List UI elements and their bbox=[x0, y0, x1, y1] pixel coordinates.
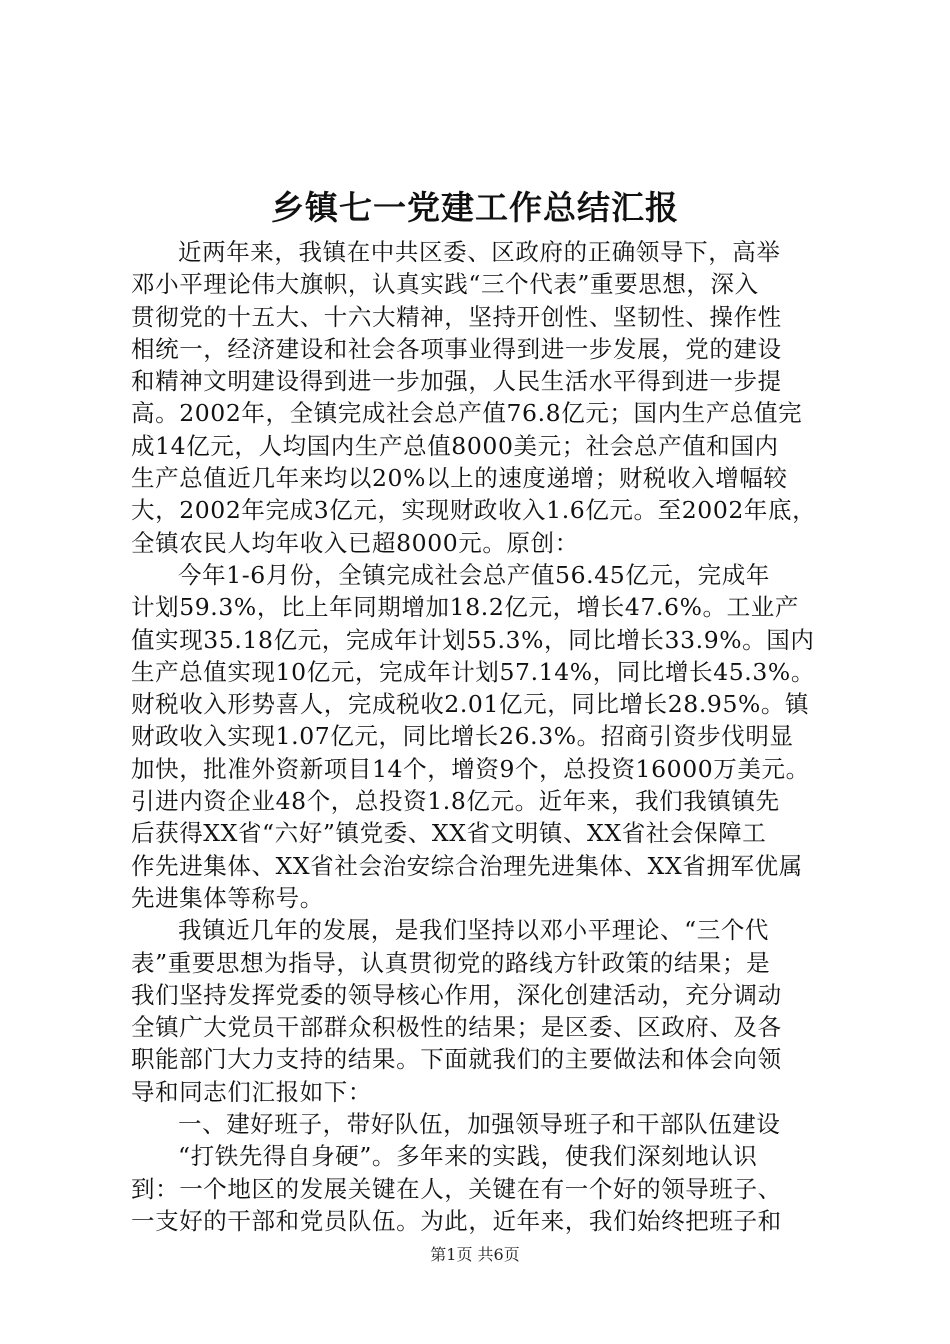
text-line: 作先进集体、XX省社会治安综合治理先进集体、XX省拥军优属 bbox=[131, 851, 803, 880]
text-line: 和精神文明建设得到进一步加强，人民生活水平得到进一步提 bbox=[131, 367, 782, 396]
text-line: 我们坚持发挥党委的领导核心作用，深化创建活动，充分调动 bbox=[131, 980, 782, 1009]
document-body bbox=[131, 236, 831, 1237]
text-line: 近两年来，我镇在中共区委、区政府的正确领导下，高举 bbox=[178, 238, 781, 266]
text-line: 大，2002年完成3亿元，实现财政收入1.6亿元。至2002年底， bbox=[131, 496, 817, 525]
text-line: 今年1-6月份，全镇完成社会总产值56.45亿元，完成年 bbox=[178, 560, 770, 589]
text-line: 后获得XX省“六好”镇党委、XX省文明镇、XX省社会保障工 bbox=[131, 819, 767, 848]
text-line: 我镇近几年的发展，是我们坚持以邓小平理论、“三个代 bbox=[178, 916, 770, 945]
text-line: 先进集体等称号。 bbox=[131, 883, 324, 912]
text-line: 生产总值近几年来均以20%以上的速度递增；财税收入增幅较 bbox=[131, 464, 788, 493]
text-line: 导和同志们汇报如下： bbox=[131, 1077, 372, 1106]
text-line: 高。2002年，全镇完成社会总产值76.8亿元；国内生产总值完 bbox=[131, 399, 803, 428]
text-line: 值实现35.18亿元，完成年计划55.3%，同比增长33.9%。国内 bbox=[131, 625, 815, 654]
text-line: 全镇广大党员干部群众积极性的结果；是区委、区政府、及各 bbox=[131, 1013, 782, 1042]
text-line: 贯彻党的十五大、十六大精神，坚持开创性、坚韧性、操作性 bbox=[131, 302, 782, 331]
text-line: 成14亿元，人均国内生产总值8000美元；社会总产值和国内 bbox=[131, 431, 779, 460]
text-line: 到：一个地区的发展关键在人，关键在有一个好的领导班子、 bbox=[131, 1174, 782, 1203]
text-line: 财政收入实现1.07亿元，同比增长26.3%。招商引资步伐明显 bbox=[131, 722, 794, 751]
text-line: 职能部门大力支持的结果。下面就我们的主要做法和体会向领 bbox=[131, 1045, 782, 1074]
text-line: 全镇农民人均年收入已超8000元。原创： bbox=[131, 528, 579, 557]
document-title: 乡镇七一党建工作总结汇报 bbox=[271, 188, 679, 227]
text-line: “打铁先得自身硬”。多年来的实践，使我们深刻地认识 bbox=[178, 1142, 758, 1171]
page-number-footer: 第1页 共6页 bbox=[430, 1245, 520, 1264]
text-line: 计划59.3%，比上年同期增加18.2亿元，增长47.6%。工业产 bbox=[131, 593, 799, 622]
text-line: 引进内资企业48个，总投资1.8亿元。近年来，我们我镇镇先 bbox=[131, 787, 780, 816]
text-line: 一、建好班子，带好队伍，加强领导班子和干部队伍建设 bbox=[178, 1110, 781, 1139]
text-line: 表”重要思想为指导，认真贯彻党的路线方针政策的结果；是 bbox=[131, 948, 771, 977]
text-line: 相统一，经济建设和社会各项事业得到进一步发展，党的建设 bbox=[131, 334, 782, 363]
text-line: 加快，批准外资新项目14个，增资9个，总投资16000万美元。 bbox=[131, 754, 810, 783]
text-line: 财税收入形势喜人，完成税收2.01亿元，同比增长28.95%。镇 bbox=[131, 690, 810, 719]
text-line: 生产总值实现10亿元，完成年计划57.14%，同比增长45.3%。 bbox=[131, 657, 815, 686]
text-line: 邓小平理论伟大旗帜，认真实践“三个代表”重要思想，深入 bbox=[131, 270, 759, 299]
text-line: 一支好的干部和党员队伍。为此，近年来，我们始终把班子和 bbox=[131, 1206, 782, 1235]
